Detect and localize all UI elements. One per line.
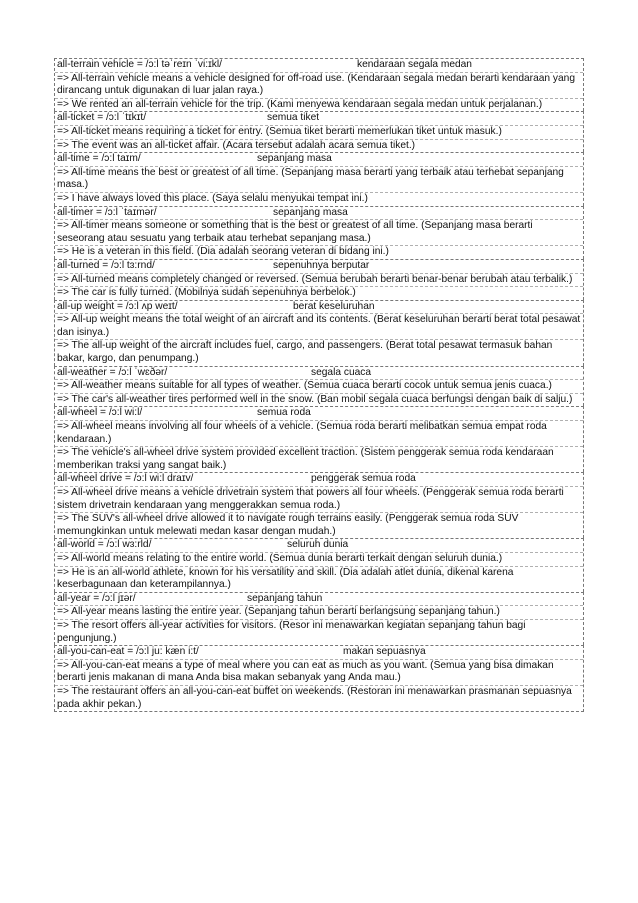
- definition: => All-weather means suitable for all types of weather. (Semua cuaca berarti cocok untuk semua jenis cuaca.): [55, 379, 583, 393]
- vocab-entry: [54, 58, 584, 111]
- entry-heading: [55, 593, 583, 606]
- example-sentence: => We rented an all-terrain vehicle for the trip. (Kami menyewa kendaraan segala medan untuk perjalanan.): [55, 98, 583, 112]
- definition: => All-year means lasting the entire year. (Sepanjang tahun berarti berlangsung sepanjang tahun.): [55, 605, 583, 619]
- vocab-entry: [54, 366, 584, 407]
- headword: all-weather = /ɔ:l ˈwɛðər/: [57, 366, 168, 378]
- headword: all-year = /ɔ:l jɪər/: [57, 592, 136, 604]
- translation: seluruh dunia: [287, 539, 349, 551]
- definition: => All-world means relating to the entire world. (Semua dunia berarti terkait dengan seluruh dunia.): [55, 552, 583, 566]
- definition: => All-you-can-eat means a type of meal where you can eat as much as you want. (Semua yang bisa dimakan berarti jenis makanan di mana Anda bisa makan sebanyak yang Anda mau.): [55, 659, 583, 685]
- entry-heading: [55, 367, 583, 380]
- vocab-entry: [54, 538, 584, 591]
- headword: all-up weight = /ɔ:l ʌp weɪt/: [57, 300, 178, 312]
- translation: penggerak semua roda: [311, 473, 416, 485]
- entry-heading: [55, 301, 583, 314]
- translation: makan sepuasnya: [343, 646, 426, 658]
- headword: all-turned = /ɔ:l tɜ:rnd/: [57, 259, 155, 271]
- example-sentence: => He is a veteran in this field. (Dia adalah seorang veteran di bidang ini.): [55, 245, 583, 259]
- definition: => All-up weight means the total weight of an aircraft and its contents. (Berat keseluruhan berarti berat total pesawat dan isinya.): [55, 313, 583, 339]
- translation: berat keseluruhan: [293, 300, 375, 312]
- example-sentence: => The SUV's all-wheel drive allowed it to navigate rough terrains easily. (Penggerak semua roda SUV memungkinkan untuk melewati medan kasar dengan mudah.): [55, 512, 583, 538]
- translation: semua roda: [257, 407, 311, 419]
- example-sentence: => The resort offers all-year activities for visitors. (Resor ini menawarkan kegiatan sepanjang tahun bagi pengunjung.): [55, 619, 583, 645]
- example-sentence: => The car's all-weather tires performed well in the snow. (Ban mobil segala cuaca berfungsi dengan baik di salju.): [55, 393, 583, 407]
- vocab-entry: [54, 300, 584, 366]
- vocab-entry: [54, 406, 584, 472]
- vocab-entry: [54, 206, 584, 259]
- headword: all-timer = /ɔ:l ˈtaɪmər/: [57, 206, 157, 218]
- translation: semua tiket: [267, 112, 320, 124]
- definition: => All-terrain vehicle means a vehicle designed for off-road use. (Kendaraan segala medan berarti kendaraan yang dirancang untuk digunakan di luar jalan raya.): [55, 72, 583, 98]
- entry-heading: [55, 207, 583, 220]
- headword: all-terrain vehicle = /ɔ:l təˈreɪn ˈvi:ɪkl/: [57, 59, 222, 70]
- entry-heading: [55, 539, 583, 552]
- vocabulary-list: [54, 58, 584, 712]
- headword: all-world = /ɔ:l wɜ:rld/: [57, 539, 152, 551]
- entry-heading: [55, 407, 583, 420]
- headword: all-ticket = /ɔ:l ˈtɪkɪt/: [57, 112, 147, 124]
- headword: all-time = /ɔ:l taɪm/: [57, 153, 141, 165]
- vocab-entry: [54, 111, 584, 152]
- headword: all-you-can-eat = /ɔ:l ju: kæn i:t/: [57, 646, 199, 658]
- vocab-entry: [54, 472, 584, 538]
- definition: => All-ticket means requiring a ticket for entry. (Semua tiket berarti memerlukan tiket untuk masuk.): [55, 125, 583, 139]
- vocab-entry: [54, 259, 584, 300]
- entry-heading: [55, 112, 583, 125]
- translation: kendaraan segala medan: [357, 59, 472, 70]
- entry-heading: [55, 473, 583, 486]
- headword: all-wheel drive = /ɔ:l wi:l draɪv/: [57, 473, 194, 485]
- vocab-entry: [54, 592, 584, 645]
- example-sentence: => The all-up weight of the aircraft includes fuel, cargo, and passengers. (Berat total pesawat termasuk bahan bakar, kargo, dan penumpang.): [55, 339, 583, 365]
- entry-heading: [55, 153, 583, 166]
- vocab-entry: [54, 645, 584, 712]
- example-sentence: => The restaurant offers an all-you-can-eat buffet on weekends. (Restoran ini menawarkan prasmanan sepuasnya pada akhir pekan.): [55, 685, 583, 711]
- translation: sepanjang masa: [257, 153, 332, 165]
- translation: sepanjang tahun: [247, 592, 323, 604]
- translation: sepenuhnya berputar: [273, 259, 370, 271]
- definition: => All-wheel means involving all four wheels of a vehicle. (Semua roda berarti melibatkan semua empat roda kendaraan.): [55, 420, 583, 446]
- definition: => All-wheel drive means a vehicle drivetrain system that powers all four wheels. (Penggerak semua roda berarti sistem drivetrain kendaraan yang menggerakkan semua roda.): [55, 486, 583, 512]
- entry-heading: [55, 260, 583, 273]
- entry-heading: [55, 59, 583, 72]
- entry-heading: [55, 646, 583, 659]
- example-sentence: => He is an all-world athlete, known for his versatility and skill. (Dia adalah atlet dunia, dikenal karena keserbagunaan dan keterampilannya.): [55, 566, 583, 592]
- example-sentence: => I have always loved this place. (Saya selalu menyukai tempat ini.): [55, 192, 583, 206]
- example-sentence: => The event was an all-ticket affair. (Acara tersebut adalah acara semua tiket.): [55, 139, 583, 153]
- example-sentence: => The car is fully turned. (Mobilnya sudah sepenuhnya berbelok.): [55, 286, 583, 300]
- definition: => All-turned means completely changed or reversed. (Semua berubah berarti benar-benar berubah atau terbalik.): [55, 273, 583, 287]
- definition: => All-time means the best or greatest of all time. (Sepanjang masa berarti yang terbaik atau terhebat sepanjang masa.): [55, 166, 583, 192]
- example-sentence: => The vehicle's all-wheel drive system provided excellent traction. (Sistem penggerak semua roda kendaraan memberikan traksi yang sangat baik.): [55, 446, 583, 472]
- definition: => All-timer means someone or something that is the best or greatest of all time. (Sepanjang masa berarti seseorang atau sesuatu yang terbaik atau terhebat sepanjang masa.): [55, 219, 583, 245]
- vocab-entry: [54, 152, 584, 205]
- headword: all-wheel = /ɔ:l wi:l/: [57, 407, 143, 419]
- translation: sepanjang masa: [273, 206, 348, 218]
- translation: segala cuaca: [311, 366, 372, 378]
